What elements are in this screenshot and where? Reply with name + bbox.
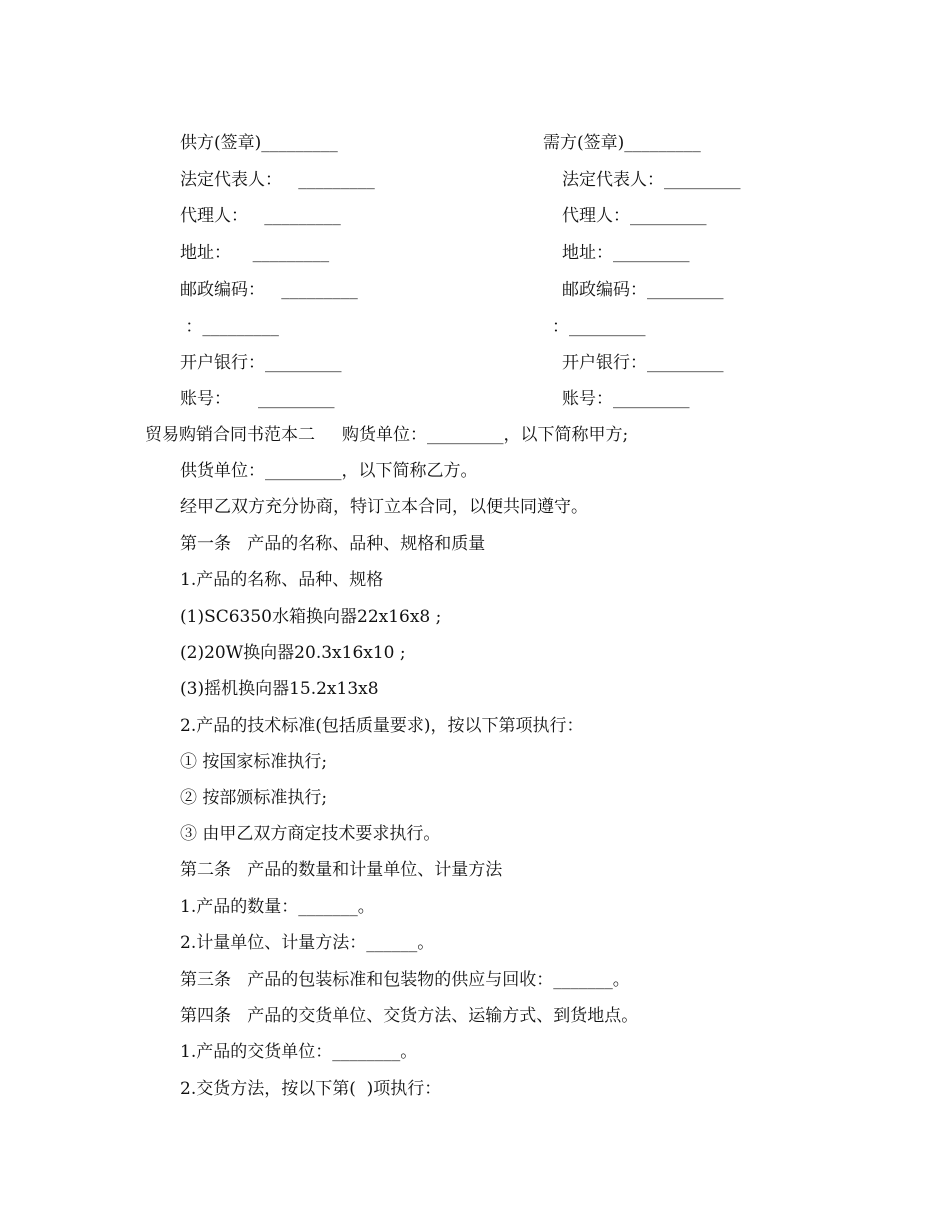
buyer-address-line: 地址：_________ <box>562 243 690 263</box>
article-heading: 第四条 产品的交货单位、交货方法、运输方式、到货地点。 <box>180 1006 639 1026</box>
buyer-postcode-line: 邮政编码：_________ <box>562 280 724 300</box>
buyer-account-line: 账号：_________ <box>562 389 690 409</box>
paragraph: 经甲乙双方充分协商，特订立本合同，以便共同遵守。 <box>180 497 588 517</box>
supplier-address-line: 地址： _________ <box>180 243 330 263</box>
list-item: ③ 由甲乙双方商定技术要求执行。 <box>180 824 441 844</box>
supplier-postcode-line: 邮政编码： _________ <box>180 280 358 300</box>
list-item: ② 按部颁标准执行; <box>180 788 328 808</box>
article-heading: 第三条 产品的包装标准和包装物的供应与回收：_______。 <box>180 970 630 990</box>
list-item: (3)摇机换向器15.2x13x8 <box>180 679 379 699</box>
contract-title-line: 贸易购销合同书范本二 购货单位：_________，以下简称甲方; <box>145 425 629 445</box>
paragraph: 2.交货方法，按以下第( )项执行： <box>180 1079 442 1099</box>
paragraph: 1.产品的数量：_______。 <box>180 897 375 917</box>
supplier-account-line: 账号： _________ <box>180 389 335 409</box>
supplier-agent-line: 代理人： _________ <box>180 206 341 226</box>
article-heading: 第二条 产品的数量和计量单位、计量方法 <box>180 860 503 880</box>
paragraph: 2.产品的技术标准(包括质量要求)，按以下第项执行： <box>180 716 584 736</box>
supplier-seal-line: 供方(签章)_________ <box>180 133 338 153</box>
buyer-blank-line: ：_________ <box>552 317 646 337</box>
paragraph: 供货单位：_________，以下简称乙方。 <box>180 461 478 481</box>
paragraph: 2.计量单位、计量方法：______。 <box>180 933 435 953</box>
list-item: ① 按国家标准执行; <box>180 752 328 772</box>
supplier-blank-line: ：_________ <box>180 317 279 337</box>
supplier-bank-line: 开户银行：_________ <box>180 353 342 373</box>
list-item: (1)SC6350水箱换向器22x16x8 ; <box>180 607 442 627</box>
paragraph: 1.产品的交货单位：________。 <box>180 1042 418 1062</box>
paragraph: 1.产品的名称、品种、规格 <box>180 570 384 590</box>
article-heading: 第一条 产品的名称、品种、规格和质量 <box>180 534 486 554</box>
supplier-legal-rep-line: 法定代表人： _________ <box>180 170 375 190</box>
buyer-legal-rep-line: 法定代表人：_________ <box>562 170 741 190</box>
buyer-agent-line: 代理人：_________ <box>562 206 707 226</box>
buyer-seal-line: 需方(签章)_________ <box>543 133 701 153</box>
list-item: (2)20W换向器20.3x16x10 ; <box>180 643 406 663</box>
buyer-bank-line: 开户银行：_________ <box>562 353 724 373</box>
